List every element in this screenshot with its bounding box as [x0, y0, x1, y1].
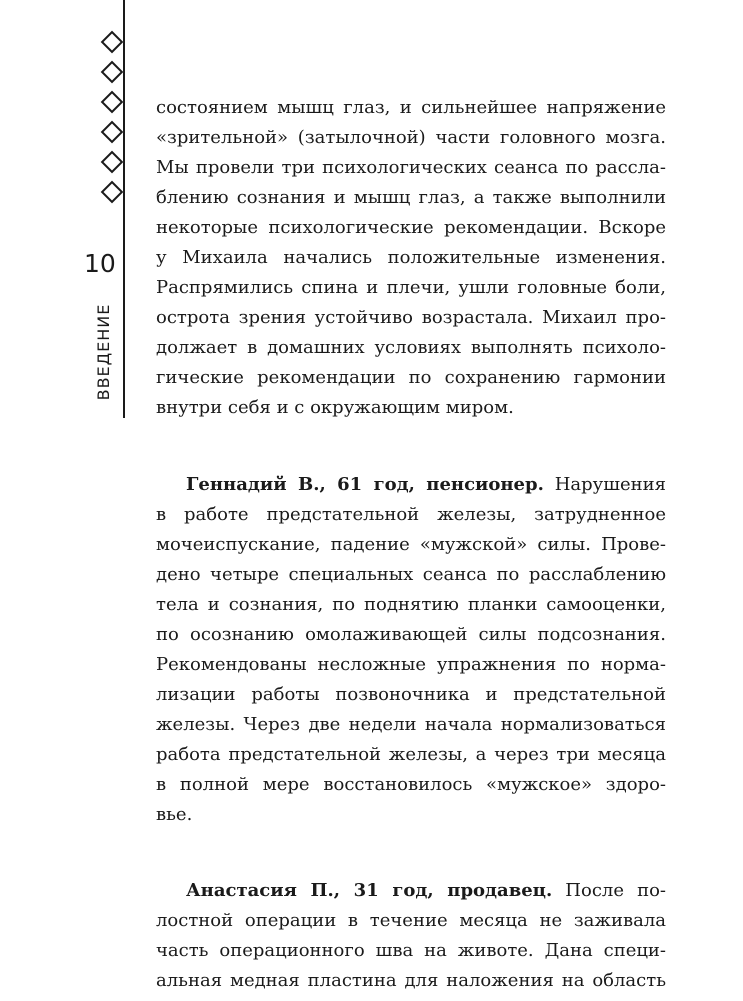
body-text: [156, 93, 666, 996]
text-line: Рекомендованы несложные упражнения по норма-: [156, 654, 666, 675]
text-line: по осознанию омолаживающей силы подсознания.: [156, 624, 666, 645]
page-number: 10: [84, 249, 116, 278]
text-line: острота зрения устойчиво возрастала. Михаил про-: [156, 307, 666, 328]
text-line: дено четыре специальных сеанса по расслаблению: [156, 564, 666, 585]
text-line: мочеиспускание, падение «мужской» силы. Прове-: [156, 534, 666, 555]
text-line: должает в домашних условиях выполнять психоло-: [156, 337, 666, 358]
paragraph: [156, 93, 666, 423]
text-line: блению сознания и мышц глаз, а также выполнили: [156, 187, 666, 208]
text-line: внутри себя и с окружающим миром.: [156, 397, 514, 418]
text-line: работа предстательной железы, а через три месяца: [156, 744, 666, 765]
text-line: [156, 876, 666, 906]
text-line: лизации работы позвоночника и предстательной: [156, 684, 666, 705]
diamond-icon: [101, 181, 124, 204]
text-line: состоянием мышц глаз, и сильнейшее напряжение: [156, 97, 666, 118]
text-line: в полной мере восстановилось «мужское» здоро-: [156, 774, 666, 795]
text-line: часть операционного шва на животе. Дана специ-: [156, 940, 666, 961]
text-line: Распрямились спина и плечи, ушли головные боли,: [156, 277, 666, 298]
text-line: альная медная пластина для наложения на область: [156, 970, 666, 991]
text-line: в работе предстательной железы, затрудненное: [156, 504, 666, 525]
case-heading: Анастасия П., 31 год, продавец.: [186, 880, 553, 901]
text-line: «зрительной» (затылочной) части головного мозга.: [156, 127, 666, 148]
paragraph: [156, 876, 666, 996]
text-line: железы. Через две недели начала нормализоваться: [156, 714, 666, 735]
paragraph: [156, 470, 666, 830]
text-line: гические рекомендации по сохранению гармонии: [156, 367, 666, 388]
diamond-icon: [101, 61, 124, 84]
text-line: у Михаила начались положительные изменения.: [156, 247, 666, 268]
text-fragment: Нарушения: [543, 474, 667, 495]
running-head: ВВЕДЕНИЕ: [94, 303, 113, 401]
text-line: лостной операции в течение месяца не заживала: [156, 910, 666, 931]
diamond-icon: [101, 151, 124, 174]
text-line: Мы провели три психологических сеанса по рассла-: [156, 157, 666, 178]
diamond-icon: [101, 121, 124, 144]
text-line: [156, 470, 666, 500]
case-heading: Геннадий В., 61 год, пенсионер.: [186, 474, 544, 495]
text-line: некоторые психологические рекомендации. Вскоре: [156, 217, 666, 238]
diamond-icon: [101, 91, 124, 114]
diamond-icon: [101, 31, 124, 54]
text-fragment: После по-: [552, 880, 666, 901]
text-line: вье.: [156, 804, 193, 825]
text-line: тела и сознания, по поднятию планки самооценки,: [156, 594, 666, 615]
diamond-ornament: [101, 34, 125, 224]
